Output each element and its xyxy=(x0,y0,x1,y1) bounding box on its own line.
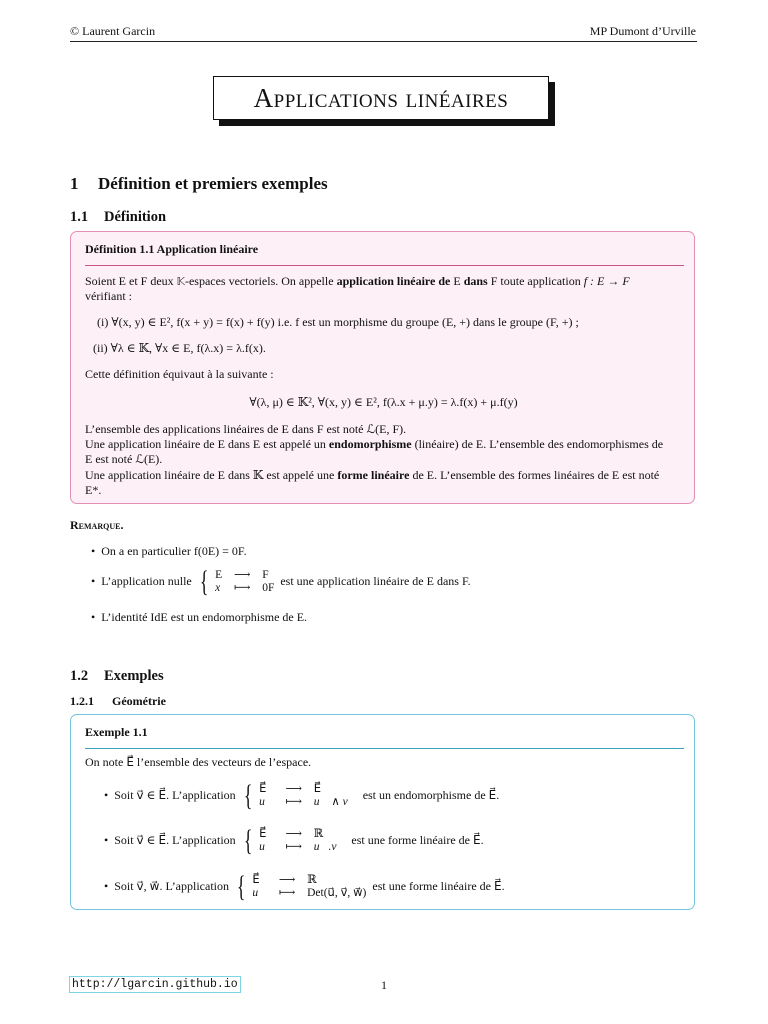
example-intro: On note E⃗ l’ensemble des vecteurs de l’espace. xyxy=(85,755,312,769)
term-bold: endomorphisme xyxy=(328,437,412,451)
map-var: u⃗ xyxy=(259,796,274,808)
subsection-title: Exemples xyxy=(104,668,164,684)
section-1-heading xyxy=(70,174,328,194)
brace: { xyxy=(243,824,253,857)
definition-para-3: E est noté ℒ(E). xyxy=(85,452,163,466)
text: -espaces vectoriels. On appelle xyxy=(184,274,337,288)
text: de E. L’ensemble des formes linéaires de E est noté xyxy=(409,468,660,482)
field-symbol: 𝕂 xyxy=(176,275,185,288)
item-label: (ii) xyxy=(93,341,108,355)
map-codomain: ℝ xyxy=(307,874,317,886)
text: F toute application xyxy=(487,274,584,288)
map-grid xyxy=(259,828,345,854)
term-bold: forme linéaire xyxy=(337,468,410,482)
map-var: u⃗ xyxy=(252,887,268,899)
definition-para-1: L’ensemble des applications linéaires de E dans F est noté ℒ(E, F). xyxy=(85,422,407,436)
section-number: 1 xyxy=(70,174,79,193)
remark-bullet-2: • L’application nulle { E ⟶ F x ⟼ 0F est une application linéaire de E dans F. xyxy=(91,565,471,598)
map-arrow: ⟼ xyxy=(278,887,296,899)
definition-rule xyxy=(85,265,684,266)
brace: { xyxy=(243,779,253,812)
cross-product-map xyxy=(239,781,357,811)
map-domain: E xyxy=(215,569,223,581)
map-codomain: E⃗ xyxy=(313,783,322,795)
map-domain: E⃗ xyxy=(259,828,267,840)
header-rule xyxy=(70,41,697,42)
term-bold: dans xyxy=(463,274,488,288)
subsection-1-2-heading xyxy=(70,668,164,685)
remark-title: Remarque. xyxy=(70,518,124,532)
math: f : E → F xyxy=(583,274,630,288)
map-var: u⃗ xyxy=(259,841,274,853)
map-grid xyxy=(215,569,274,595)
example-title: Exemple 1.1 xyxy=(85,725,148,739)
map-image: u⃗ ∧ v⃗ xyxy=(313,796,357,808)
header-author: © Laurent Garcin xyxy=(70,24,156,38)
map-arrow: ⟼ xyxy=(285,841,303,853)
map-domain: E⃗ xyxy=(252,874,260,886)
map-grid xyxy=(259,783,357,809)
map-arrow: ⟶ xyxy=(233,569,251,581)
item-text: est un endomorphisme de E⃗. xyxy=(362,787,500,802)
item-text: ∀(x, y) ∈ E², f(x + y) = f(x) + f(y) i.e. f est un morphisme du groupe (E, +) dans le groupe (F, +) ; xyxy=(111,315,579,329)
example-item-1: • Soit v⃗ ∈ E⃗. L’application { E⃗ ⟶ E⃗ u⃗ ⟼ u⃗ ∧ v⃗ est un endomorphisme de E⃗. xyxy=(104,779,500,812)
definition-formula: ∀(λ, μ) ∈ 𝕂², ∀(x, y) ∈ E², f(λ.x + μ.y) = λ.f(x) + μ.f(y) xyxy=(249,395,518,409)
remark-bullet-3: • L’identité IdE est un endomorphisme de E. xyxy=(91,610,308,624)
example-rule xyxy=(85,748,684,749)
definition-item-i xyxy=(97,315,579,330)
bullet-text: L’identité IdE est un endomorphisme de E. xyxy=(101,610,308,624)
item-text: Soit v⃗, w⃗. L’application xyxy=(114,878,229,893)
map-codomain: F xyxy=(262,569,269,581)
definition-line-1 xyxy=(85,274,630,289)
map-var: x xyxy=(215,582,221,594)
map-arrow: ⟼ xyxy=(285,796,303,808)
brace: { xyxy=(236,870,246,903)
map-arrow: ⟶ xyxy=(285,828,303,840)
section-title: Définition et premiers exemples xyxy=(98,174,328,193)
bullet-text: On a en particulier f(0E) = 0F. xyxy=(101,544,247,558)
text: (linéaire) de E. L’ensemble des endomorphismes de xyxy=(411,437,664,451)
definition-para-2 xyxy=(85,437,663,452)
item-text: est une forme linéaire de E⃗. xyxy=(351,832,484,847)
map-arrow: ⟶ xyxy=(285,783,303,795)
definition-item-ii xyxy=(93,341,266,356)
example-box xyxy=(70,714,695,910)
definition-box xyxy=(70,231,695,504)
definition-equiv: Cette définition équivaut à la suivante : xyxy=(85,367,274,381)
zero-map xyxy=(195,567,275,597)
document-title-text: Applications linéaires xyxy=(253,82,509,113)
brace: { xyxy=(199,565,209,598)
bullet-text: L’application nulle xyxy=(101,573,192,588)
example-item-3: • Soit v⃗, w⃗. L’application { E⃗ ⟶ ℝ u⃗ ⟼ Det(u⃗, v⃗, w⃗) est une forme linéaire de E⃗. xyxy=(104,870,505,903)
term-bold: application linéaire de xyxy=(336,274,451,288)
header-school: MP Dumont d’Urville xyxy=(589,24,696,38)
remark-bullet-1: • On a en particulier f(0E) = 0F. xyxy=(91,544,247,558)
map-arrow: ⟼ xyxy=(233,582,251,594)
map-arrow: ⟶ xyxy=(278,874,296,886)
subsubsection-title: Géométrie xyxy=(112,694,166,708)
footer-website-link[interactable]: http://lgarcin.github.io xyxy=(69,976,241,993)
document-title xyxy=(213,76,549,120)
subsection-title: Définition xyxy=(104,209,167,225)
page-number: 1 xyxy=(381,978,387,992)
subsection-1-1-heading xyxy=(70,209,166,226)
subsubsection-number: 1.2.1 xyxy=(70,694,94,708)
map-codomain: ℝ xyxy=(313,828,324,840)
map-image: u⃗.v⃗ xyxy=(313,841,346,853)
item-text: Soit v⃗ ∈ E⃗. L’application xyxy=(114,832,236,847)
item-text: est une forme linéaire de E⃗. xyxy=(372,878,505,893)
dot-product-map xyxy=(239,826,346,856)
item-label: (i) xyxy=(97,315,109,329)
example-item-2: • Soit v⃗ ∈ E⃗. L’application { E⃗ ⟶ ℝ u⃗ ⟼ u⃗.v⃗ est une forme linéaire de E⃗. xyxy=(104,824,484,857)
definition-para-5: E*. xyxy=(85,483,102,497)
text: Soient E et F deux xyxy=(85,274,177,288)
bullet-text: est une application linéaire de E dans F. xyxy=(280,573,471,588)
definition-line-2: vérifiant : xyxy=(85,289,132,303)
subsection-number: 1.2 xyxy=(70,668,89,684)
map-domain: E⃗ xyxy=(259,783,267,795)
text: E xyxy=(450,274,464,288)
map-grid xyxy=(252,874,366,900)
item-text: ∀λ ∈ 𝕂, ∀x ∈ E, f(λ.x) = λ.f(x). xyxy=(110,341,266,355)
map-image: 0F xyxy=(262,582,275,594)
definition-title: Définition 1.1 Application linéaire xyxy=(85,242,259,256)
text: Une application linéaire de E dans 𝕂 est appelé une xyxy=(85,468,338,482)
definition-para-4 xyxy=(85,468,659,483)
text: Une application linéaire de E dans E est appelé un xyxy=(85,437,329,451)
determinant-map xyxy=(232,872,366,902)
map-image: Det(u⃗, v⃗, w⃗) xyxy=(307,887,367,899)
item-text: Soit v⃗ ∈ E⃗. L’application xyxy=(114,787,236,802)
subsubsection-1-2-1-heading xyxy=(70,694,166,709)
subsection-number: 1.1 xyxy=(70,209,89,225)
